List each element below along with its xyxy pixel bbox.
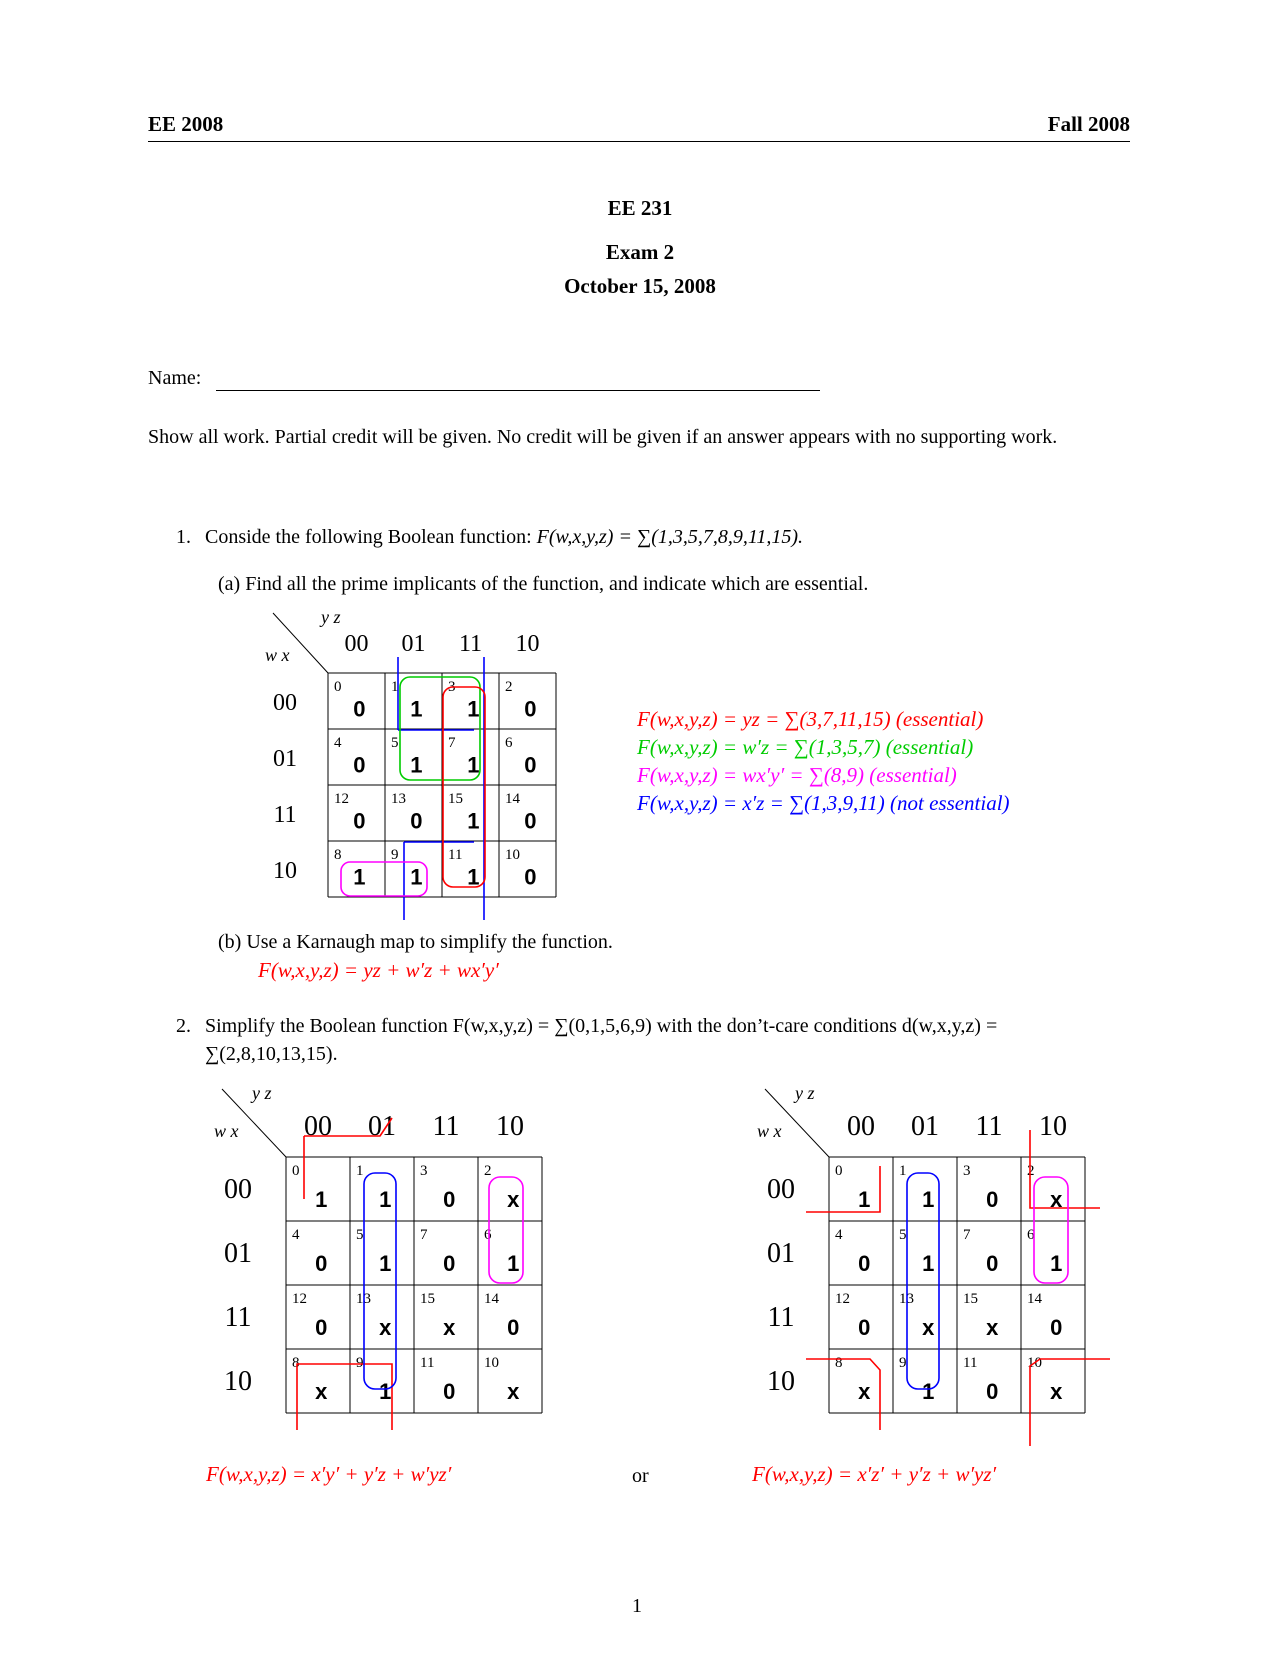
implicant-xz: F(w,x,y,z) = x′z = ∑(1,3,9,11) (not essential) [637,791,1010,815]
cell-value: 0 [443,1250,456,1276]
yz-label: y z [795,1083,815,1103]
col-header-00: 00 [344,631,369,657]
cell-index: 12 [835,1291,850,1307]
cell-value: 1 [379,1378,392,1404]
cell-index: 11 [963,1355,978,1371]
cell-value: 1 [507,1250,520,1276]
cell-index: 15 [963,1291,978,1307]
red-group-line [297,1364,392,1430]
course-title: EE 231 [607,196,673,220]
q2-prompt-line1: Simplify the Boolean function F(w,x,y,z) = ∑(0,1,5,6,9) with the don’t-care conditions d(w,x,y,z) = [205,1015,998,1037]
row-header-00: 00 [224,1174,252,1205]
cell-index: 3 [420,1163,428,1179]
row-header-00: 00 [767,1174,795,1205]
cell-value: 0 [1050,1314,1063,1340]
yz-label: y z [321,607,341,627]
cell-value: x [379,1314,392,1340]
row-header-11: 11 [273,802,297,828]
cell-value: 1 [922,1378,935,1404]
cell-value: 0 [858,1314,871,1340]
cell-value: 1 [379,1250,392,1276]
cell-value: 1 [858,1186,871,1212]
instructions: Show all work. Partial credit will be given. No credit will be given if an answer appears with no supporting work. [148,426,1058,448]
cell-index: 1 [356,1163,364,1179]
cell-index: 2 [505,679,513,695]
q2-answer-right: F(w,x,y,z) = x′z′ + y′z + w′yz′ [752,1462,997,1486]
cell-index: 5 [899,1227,907,1243]
row-header-10: 10 [224,1366,252,1397]
cell-index: 0 [835,1163,843,1179]
wx-label: w x [214,1121,239,1141]
cell-index: 11 [448,847,463,863]
cell-value: 0 [524,808,537,834]
cell-value: 0 [524,752,537,778]
cell-index: 8 [334,847,342,863]
cell-value: 0 [858,1250,871,1276]
col-header-10: 10 [515,631,540,657]
exam-title: Exam 2 [605,240,675,264]
q1-number: 1. [176,526,191,548]
row-header-10: 10 [767,1366,795,1397]
cell-index: 0 [292,1163,300,1179]
cell-value: 1 [379,1186,392,1212]
cell-value: 0 [986,1186,999,1212]
cell-index: 14 [1027,1291,1042,1307]
cell-index: 1 [391,679,399,695]
cell-value: x [1050,1378,1063,1404]
cell-index: 6 [505,735,513,751]
implicant-wxy: F(w,x,y,z) = wx′y′ = ∑(8,9) (essential) [637,763,957,787]
cell-value: 1 [410,864,423,890]
cell-value: 0 [353,752,366,778]
cell-value: 1 [467,808,480,834]
cell-index: 2 [1027,1163,1035,1179]
cell-value: 1 [410,752,423,778]
implicant-yz: F(w,x,y,z) = yz = ∑(3,7,11,15) (essential) [637,707,984,731]
wx-label: w x [757,1121,782,1141]
col-header-01: 01 [401,631,426,657]
row-header-01: 01 [767,1238,795,1269]
cell-index: 5 [356,1227,364,1243]
cell-value: x [507,1186,520,1212]
kmap-1 [265,607,556,920]
wx-label: w x [265,645,290,665]
col-header-10: 10 [496,1111,524,1142]
cell-value: x [443,1314,456,1340]
cell-index: 1 [899,1163,907,1179]
cell-index: 14 [484,1291,499,1307]
cell-value: 0 [315,1250,328,1276]
row-header-00: 00 [273,690,297,716]
cell-value: x [986,1314,999,1340]
kmap-3 [757,1083,1110,1446]
q1a-prompt: (a) Find all the prime implicants of the function, and indicate which are essential. [218,573,869,595]
col-header-01: 01 [911,1111,939,1142]
cell-index: 13 [899,1291,914,1307]
cell-index: 12 [292,1291,307,1307]
red-group-line [1030,1359,1110,1446]
col-header-11: 11 [975,1111,1003,1142]
cell-index: 0 [334,679,342,695]
row-header-11: 11 [224,1302,252,1333]
cell-value: 0 [443,1186,456,1212]
implicant-wz: F(w,x,y,z) = w′z = ∑(1,3,5,7) (essential) [637,735,974,759]
q2-answer-left: F(w,x,y,z) = x′y′ + y′z + w′yz′ [206,1462,452,1486]
col-header-10: 10 [1039,1111,1067,1142]
cell-index: 3 [963,1163,971,1179]
cell-index: 10 [1027,1355,1042,1371]
cell-index: 15 [448,791,463,807]
or-text: or [632,1465,649,1487]
col-header-11: 11 [432,1111,460,1142]
cell-value: x [858,1378,871,1404]
kmap-2 [214,1083,542,1430]
cell-value: 0 [315,1314,328,1340]
row-header-01: 01 [273,746,297,772]
cell-index: 7 [420,1227,428,1243]
col-header-00: 00 [847,1111,875,1142]
col-header-11: 11 [458,631,483,657]
cell-index: 4 [334,735,342,751]
cell-value: x [1050,1186,1063,1212]
cell-value: 1 [467,696,480,722]
cell-value: 1 [353,864,366,890]
cell-value: 1 [1050,1250,1063,1276]
cell-value: 0 [353,696,366,722]
cell-index: 2 [484,1163,492,1179]
cell-index: 10 [505,847,520,863]
col-header-00: 00 [304,1111,332,1142]
cell-index: 6 [1027,1227,1035,1243]
cell-index: 9 [356,1355,364,1371]
cell-index: 8 [292,1355,300,1371]
cell-index: 5 [391,735,399,751]
cell-value: 1 [922,1250,935,1276]
cell-value: 0 [524,696,537,722]
header-term: Fall 2008 [1047,112,1130,136]
cell-index: 8 [835,1355,843,1371]
q2-prompt-line2: ∑(2,8,10,13,15). [205,1043,338,1065]
cell-index: 9 [391,847,399,863]
row-header-10: 10 [273,858,297,884]
row-header-01: 01 [224,1238,252,1269]
cell-value: 0 [507,1314,520,1340]
exam-date: October 15, 2008 [564,274,716,298]
cell-index: 7 [448,735,456,751]
cell-index: 10 [484,1355,499,1371]
q1-function: F(w,x,y,z) = ∑(1,3,5,7,8,9,11,15). [536,526,804,548]
yz-label: y z [252,1083,272,1103]
cell-value: 1 [467,752,480,778]
cell-index: 7 [963,1227,971,1243]
cell-value: 1 [922,1186,935,1212]
name-label: Name: [148,367,202,389]
cell-value: 0 [986,1378,999,1404]
cell-index: 13 [391,791,406,807]
cell-value: 0 [353,808,366,834]
cell-index: 15 [420,1291,435,1307]
cell-index: 9 [899,1355,907,1371]
q1b-prompt: (b) Use a Karnaugh map to simplify the function. [218,931,613,953]
cell-value: 1 [315,1186,328,1212]
cell-index: 12 [334,791,349,807]
cell-index: 4 [835,1227,843,1243]
cell-value: 1 [467,864,480,890]
page-number: 1 [632,1595,642,1617]
cell-index: 13 [356,1291,371,1307]
cell-value: 0 [986,1250,999,1276]
cell-index: 14 [505,791,520,807]
cell-index: 6 [484,1227,492,1243]
cell-value: 1 [410,696,423,722]
cell-value: 0 [410,808,423,834]
row-header-11: 11 [767,1302,795,1333]
cell-index: 3 [448,679,456,695]
cell-value: x [507,1378,520,1404]
q2-number: 2. [176,1015,191,1037]
cell-value: x [922,1314,935,1340]
cell-value: 0 [443,1378,456,1404]
q1b-answer: F(w,x,y,z) = yz + w′z + wx′y′ [258,958,499,982]
cell-value: 0 [524,864,537,890]
q1-prompt-text: Conside the following Boolean function: [205,526,532,548]
cell-index: 11 [420,1355,435,1371]
header-course: EE 2008 [148,112,224,136]
cell-index: 4 [292,1227,300,1243]
cell-value: x [315,1378,328,1404]
col-header-01: 01 [368,1111,396,1142]
